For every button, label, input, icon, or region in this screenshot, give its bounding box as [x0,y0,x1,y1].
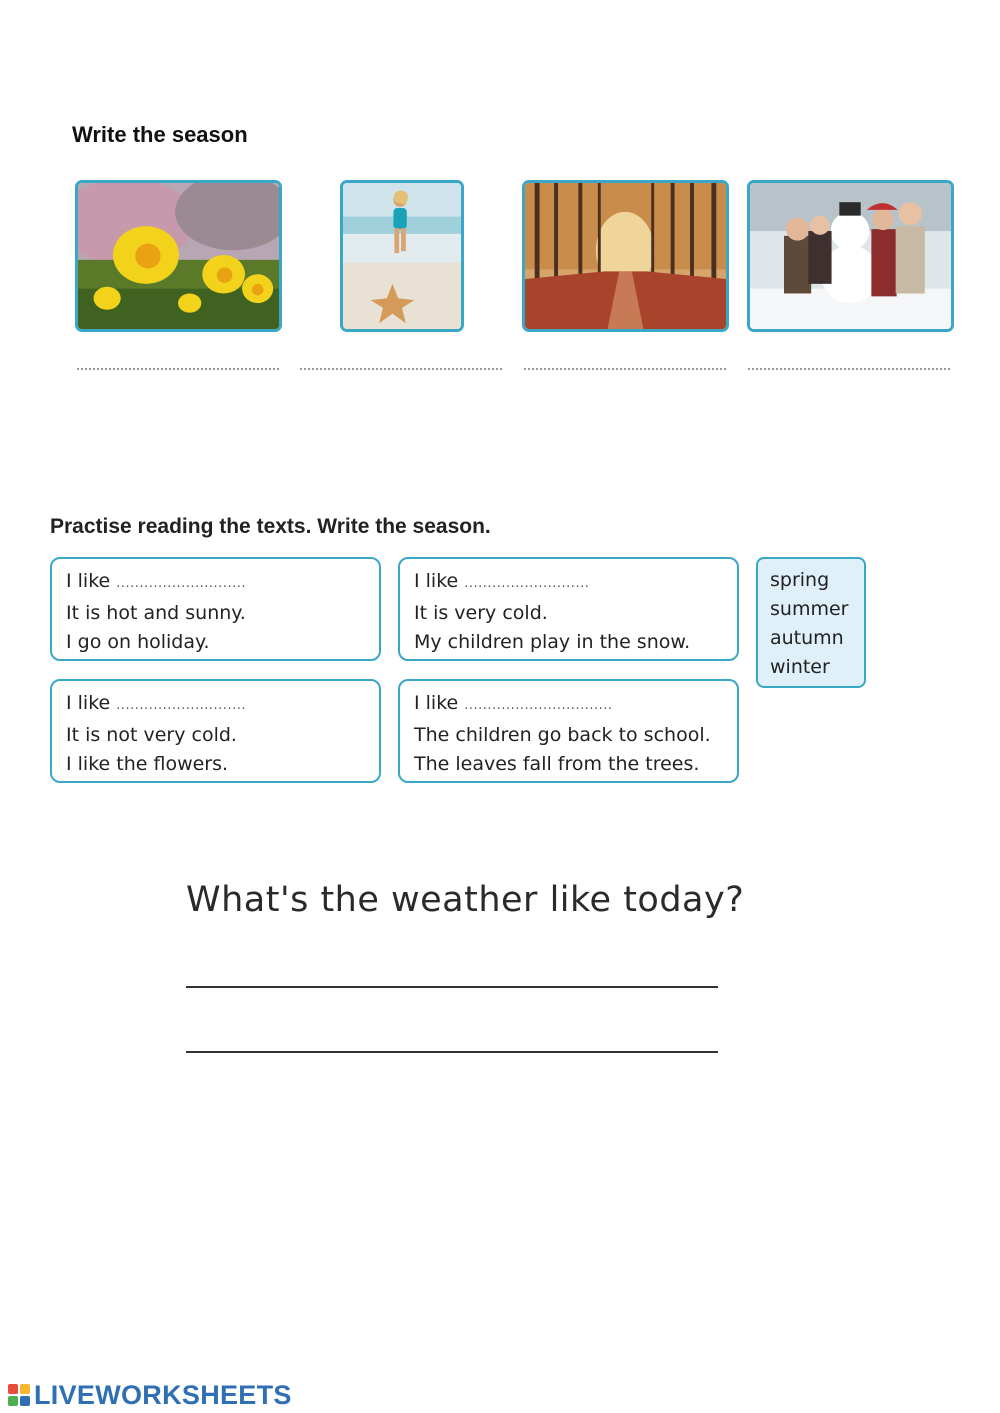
text-box-1 [50,557,381,661]
text-line: It is not very cold. [66,723,237,746]
spring-daffodils-image [75,180,282,332]
text-line: My children play in the snow. [414,631,691,653]
summer-beach-image [340,180,464,332]
season-blank[interactable]: ............................ [116,698,246,713]
answer-line-2[interactable] [300,368,502,370]
text-box-2 [398,557,739,661]
season-blank[interactable]: ............................ [116,576,246,591]
text-line: I go on holiday. [66,631,210,653]
text-box-label: I like [66,692,111,714]
word-bank-item: summer [770,598,849,620]
text-box-label: I like [66,570,111,592]
weather-answer-line-1[interactable] [186,986,718,988]
text-line: I like the flowers. [66,753,229,775]
weather-answer-line-2[interactable] [186,1051,718,1053]
text-box-label: I like [414,692,459,714]
logo-text: LIVEWORKSHEETS [34,1379,292,1410]
answer-line-3[interactable] [524,368,726,370]
text-box-3 [50,679,381,783]
answer-line-4[interactable] [748,368,950,370]
autumn-forest-image [522,180,729,332]
word-bank [756,557,866,688]
text-box-label: I like [414,570,459,592]
word-bank-item: spring [770,569,830,591]
word-bank-item: winter [770,656,830,678]
section-title-practise-reading: Practise reading the texts. Write the season. [50,515,491,538]
winter-snowman-image [747,180,954,332]
liveworksheets-logo [8,1381,292,1409]
text-line: It is very cold. [414,601,548,624]
text-box-4 [398,679,739,783]
text-line: It is hot and sunny. [66,601,246,624]
season-blank[interactable]: ........................... [464,576,590,591]
text-line: The leaves fall from the trees. [414,753,700,775]
section-title-write-season: Write the season [72,122,248,147]
word-bank-item: autumn [770,627,844,649]
text-line: The children go back to school. [414,723,711,746]
weather-question: What's the weather like today? [186,880,745,920]
season-blank[interactable]: ................................ [464,698,613,713]
logo-tiles-icon [8,1384,30,1406]
answer-line-1[interactable] [77,368,279,370]
